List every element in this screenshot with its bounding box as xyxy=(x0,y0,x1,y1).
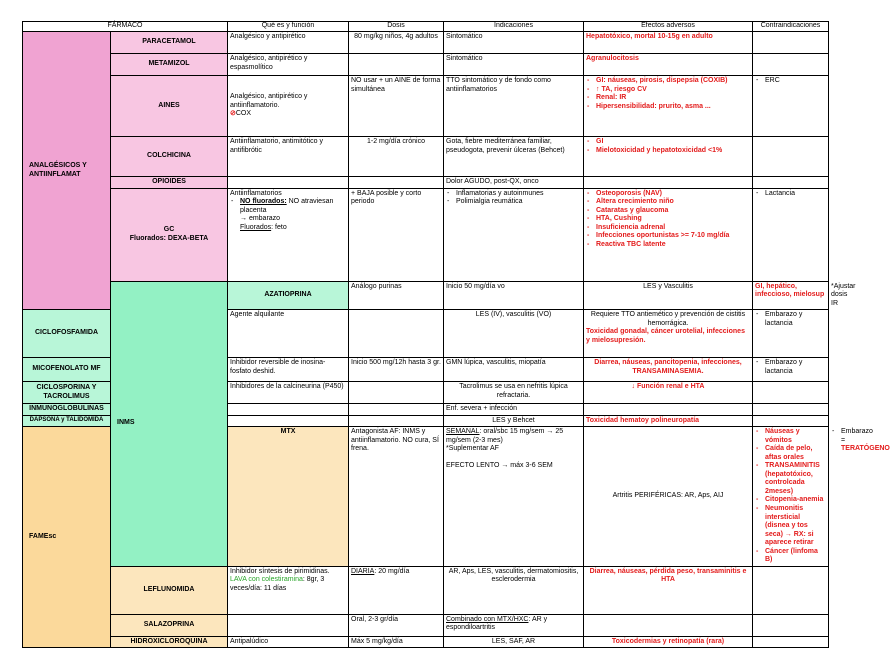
list-item: - NO fluorados: NO atraviesan placenta → embarazo xyxy=(230,198,346,224)
list-item: - ↑ TA, riesgo CV xyxy=(586,86,750,95)
efectos-colchicina xyxy=(584,137,753,177)
list-item: - GI xyxy=(586,138,750,147)
drug-metamizol: METAMIZOL xyxy=(111,54,228,76)
ind-metamizol: Sintomático xyxy=(444,54,584,76)
efectos-ciclofosfamida-black: Requiere TTO antiemético y prevención de cistitis hemorrágica. xyxy=(590,311,746,327)
dosis-azatioprina: Inicio 50 mg/día vo xyxy=(444,281,584,310)
que-paracetamol: Analgésico y antipirético xyxy=(228,32,349,54)
drug-inmunoglobulinas: INMUNOGLOBULINAS xyxy=(23,404,111,416)
table-row xyxy=(23,188,829,281)
contra-paracetamol xyxy=(753,32,829,54)
header-row xyxy=(23,22,829,32)
dosis-gc: + BAJA posible y corto periodo xyxy=(349,188,444,281)
dosis-leflunomida: DIARIA: 20 mg/día xyxy=(349,566,444,614)
efectos-salazoprina xyxy=(584,614,753,636)
ind-gc xyxy=(444,188,584,281)
list-item: - Cáncer (linfoma B) xyxy=(755,548,826,565)
efectos-gc xyxy=(584,188,753,281)
ind-opioides: Dolor AGUDO, post-QX, onco xyxy=(444,177,584,189)
dosis-salazoprina: Oral, 2-3 gr/día xyxy=(349,614,444,636)
que-aines-cox: COX xyxy=(235,110,252,118)
group-inms: INMS xyxy=(111,281,228,566)
efectos-ciclofosfamida-red: Toxicidad gonadal, cáncer urotelial, infecciones y mielosupresión. xyxy=(586,328,745,344)
ind-mtx: Artritis PERIFÉRICAS: AR, Aps, AIJ xyxy=(584,427,753,567)
drug-colchicina: COLCHICINA xyxy=(111,137,228,177)
table-row: INMS AZATIOPRINA Análogo purinas Inicio 50 mg/día vo LES y Vasculitis GI, hepático, infeccioso, mielosup *Ajustar dosis IR xyxy=(23,281,829,310)
header-efectos: Efectos adversos xyxy=(584,22,753,32)
dosis-mtx-3: EFECTO LENTO → máx 3-6 SEM xyxy=(446,461,553,469)
que-gc-title: Antiinflamatorios xyxy=(230,189,282,197)
list-item: - Inflamatorias y autoinmunes xyxy=(446,190,581,199)
ind-colchicina: Gota, fiebre mediterránea familiar, pseudogota, prevenir úlceras (Behcet) xyxy=(444,137,584,177)
drug-hidroxicloroquina: HIDROXICLOROQUINA xyxy=(111,636,228,648)
ind-azatioprina: LES y Vasculitis xyxy=(584,281,753,310)
table-row xyxy=(23,177,829,189)
table-row xyxy=(23,54,829,76)
list-item: - Renal: IR xyxy=(586,94,750,103)
contra-ciclofosfamida xyxy=(753,310,829,358)
drug-opioides: OPIOIDES xyxy=(111,177,228,189)
dosis-dapsona xyxy=(349,415,444,427)
que-salazoprina xyxy=(228,614,349,636)
ind-hidroxicloroquina: LES, SAF, AR xyxy=(444,636,584,648)
que-metamizol: Analgésico, antipirético y espasmolítico xyxy=(228,54,349,76)
contra-colchicina xyxy=(753,137,829,177)
drug-ciclofosfamida: CICLOFOSFAMIDA xyxy=(23,310,111,358)
que-aines xyxy=(228,76,349,137)
ind-dapsona: LES y Behcet xyxy=(444,415,584,427)
contra-micofenolato xyxy=(753,358,829,382)
drug-aines: AINES xyxy=(111,76,228,137)
efectos-metamizol: Agranulocitosis xyxy=(584,54,753,76)
efectos-micofenolato: Diarrea, náuseas, pancitopenia, infecciones, TRANSAMINASEMIA. xyxy=(584,358,753,382)
efectos-aines xyxy=(584,76,753,137)
efectos-mtx xyxy=(753,427,829,567)
que-gc-fluorados: Fluorados: feto xyxy=(240,223,287,231)
ind-leflunomida: AR, Aps, LES, vasculitis, dermatomiositis, esclerodermia xyxy=(444,566,584,614)
dosis-paracetamol: 80 mg/kg niños, 4g adultos xyxy=(349,32,444,54)
list-item: - Neumonitis intersticial (disnea y tos seca) → RX: si aparece retirar xyxy=(755,505,826,548)
dosis-colchicina: 1-2 mg/día crónico xyxy=(349,137,444,177)
contra-gc xyxy=(753,188,829,281)
ind-ciclofosfamida: LES (IV), vasculitis (VO) xyxy=(444,310,584,358)
table-row xyxy=(23,76,829,137)
drug-azatioprina: AZATIOPRINA xyxy=(228,281,349,310)
drug-leflunomida: LEFLUNOMIDA xyxy=(111,566,228,614)
list-item: - Polimialgia reumática xyxy=(446,198,581,207)
que-ciclosporina: Inhibidores de la calcineurina (P450) xyxy=(228,382,349,404)
contra-hidroxicloroquina xyxy=(753,636,829,648)
group-fames: FAMEsc xyxy=(23,427,111,648)
drug-ciclosporina: CICLOSPORINA Y TACROLIMUS xyxy=(23,382,111,404)
que-colchicina: Antiinflamatorio, antimitótico y antifibrótic xyxy=(228,137,349,177)
que-azatioprina: Análogo purinas xyxy=(349,281,444,310)
que-ciclofosfamida: Agente alquilante xyxy=(228,310,349,358)
table-row xyxy=(23,636,829,648)
contra-metamizol xyxy=(753,54,829,76)
dosis-mtx xyxy=(444,427,584,567)
list-item: - Reactiva TBC latente xyxy=(586,241,750,250)
que-hidroxicloroquina: Antipalúdico xyxy=(228,636,349,648)
efectos-inmunoglobulinas xyxy=(584,404,753,416)
list-item: - Insuficiencia adrenal xyxy=(586,224,750,233)
list-item: - Citopenia-anemia xyxy=(755,496,826,505)
que-mtx: Antagonista AF: INMS y antiinflamatorio. NO cura, SÍ frena. xyxy=(349,427,444,567)
list-item: - Altera crecimiento niño xyxy=(586,198,750,207)
list-item: - ERC xyxy=(755,77,826,86)
drug-salazoprina: SALAZOPRINA xyxy=(111,614,228,636)
que-inmunoglobulinas xyxy=(228,404,349,416)
que-gc xyxy=(228,188,349,281)
header-contraindicaciones: Contraindicaciones xyxy=(753,22,829,32)
contra-opioides xyxy=(753,177,829,189)
ind-paracetamol: Sintomático xyxy=(444,32,584,54)
dosis-micofenolato: Inicio 500 mg/12h hasta 3 gr. xyxy=(349,358,444,382)
list-item: - Lactancia xyxy=(755,190,826,199)
table-row xyxy=(23,566,829,614)
list-item: - Hipersensibilidad: prurito, asma ... xyxy=(586,103,750,112)
ind-micofenolato: GMN lúpica, vasculitis, miopatía xyxy=(444,358,584,382)
list-item: - Embarazo y lactancia xyxy=(755,359,826,376)
efectos-ciclosporina: ↓ Función renal e HTA xyxy=(584,382,753,404)
dosis-aines: NO usar + un AINE de forma simultánea xyxy=(349,76,444,137)
que-leflunomida: Inhibidor síntesis de pirimidinas. LAVA con colestiramina: 8gr, 3 veces/día: 11 días xyxy=(228,566,349,614)
table-row xyxy=(23,32,829,54)
no-entry-icon: ⊘ xyxy=(230,110,236,118)
drug-paracetamol: PARACETAMOL xyxy=(111,32,228,54)
dosis-ciclosporina xyxy=(349,382,444,404)
drug-gc xyxy=(111,188,228,281)
efectos-hidroxicloroquina: Toxicodermias y retinopatía (rara) xyxy=(584,636,753,648)
contra-salazoprina xyxy=(753,614,829,636)
que-opioides xyxy=(228,177,349,189)
efectos-leflunomida: Diarrea, náuseas, pérdida peso, transaminitis e HTA xyxy=(584,566,753,614)
header-dosis: Dosis xyxy=(349,22,444,32)
list-item: - Infecciones oportunistas >= 7-10 mg/día xyxy=(586,232,750,241)
ind-ciclosporina: Tacrolimus se usa en nefritis lúpica refractaria. xyxy=(444,382,584,404)
drug-mtx: MTX xyxy=(228,427,349,567)
list-item: - GI: náuseas, pirosis, dispepsia (COXIB) xyxy=(586,77,750,86)
dosis-ciclofosfamida xyxy=(349,310,444,358)
efectos-opioides xyxy=(584,177,753,189)
efectos-paracetamol: Hepatotóxico, mortal 10-15g en adulto xyxy=(584,32,753,54)
group-analgesicos: ANALGÉSICOS Y ANTIINFLAMAT xyxy=(23,32,111,310)
contra-dapsona xyxy=(753,415,829,427)
dosis-metamizol xyxy=(349,54,444,76)
ind-salazoprina: Combinado con MTX/HXC: AR y espondiloartritis xyxy=(444,614,584,636)
dosis-mtx-1: SEMANAL: oral/sbc 15 mg/sem → 25 mg/sem (2-3 mes) xyxy=(446,428,564,444)
list-item: - HTA, Cushing xyxy=(586,215,750,224)
list-item: - Embarazo y lactancia xyxy=(755,311,826,328)
que-dapsona xyxy=(228,415,349,427)
drug-gc-name: GC xyxy=(163,226,175,233)
dosis-mtx-2: *Suplementar AF xyxy=(446,445,499,453)
que-aines-text: Analgésico, antipirético y antiinflamatorio. xyxy=(230,93,308,109)
list-item: - Mielotoxicidad y hepatotoxicidad <1% xyxy=(586,147,750,156)
drug-gc-sub: Fluorados: DEXA-BETA xyxy=(129,234,209,242)
que-micofenolato: Inhibidor reversible de inosina-fosfato deshid. xyxy=(228,358,349,382)
header-indicaciones: Indicaciones xyxy=(444,22,584,32)
dosis-hidroxicloroquina: Máx 5 mg/kg/día xyxy=(349,636,444,648)
efectos-azatioprina: GI, hepático, infeccioso, mielosup xyxy=(753,281,829,310)
efectos-ciclofosfamida xyxy=(584,310,753,358)
list-item: - Osteoporosis (NAV) xyxy=(586,190,750,199)
table-row xyxy=(23,137,829,177)
efectos-dapsona: Toxicidad hematoy polineuropatía xyxy=(584,415,753,427)
contra-leflunomida xyxy=(753,566,829,614)
drug-table xyxy=(22,21,890,648)
ind-aines: TTO sintomático y de fondo como antiinflamatorios xyxy=(444,76,584,137)
drug-dapsona: DAPSONA y TALIDOMIDA xyxy=(23,415,111,427)
list-item: - Náuseas y vómitos xyxy=(755,428,826,445)
contra-inmunoglobulinas xyxy=(753,404,829,416)
header-farmaco: FÁRMACO xyxy=(23,22,228,32)
list-item: - Caída de pelo, aftas orales xyxy=(755,445,826,462)
list-item: - Embarazo = TERATÓGENO xyxy=(831,428,841,454)
dosis-inmunoglobulinas xyxy=(349,404,444,416)
table-row xyxy=(23,614,829,636)
ind-inmunoglobulinas: Enf. severa + infección xyxy=(444,404,584,416)
header-que-es: Qué es y función xyxy=(228,22,349,32)
dosis-opioides xyxy=(349,177,444,189)
drug-micofenolato: MICOFENOLATO MF xyxy=(23,358,111,382)
contra-ciclosporina xyxy=(753,382,829,404)
list-item: - TRANSAMINITIS (hepatotóxico, controlcada 2meses) xyxy=(755,462,826,496)
contra-aines xyxy=(753,76,829,137)
list-item: - Cataratas y glaucoma xyxy=(586,207,750,216)
